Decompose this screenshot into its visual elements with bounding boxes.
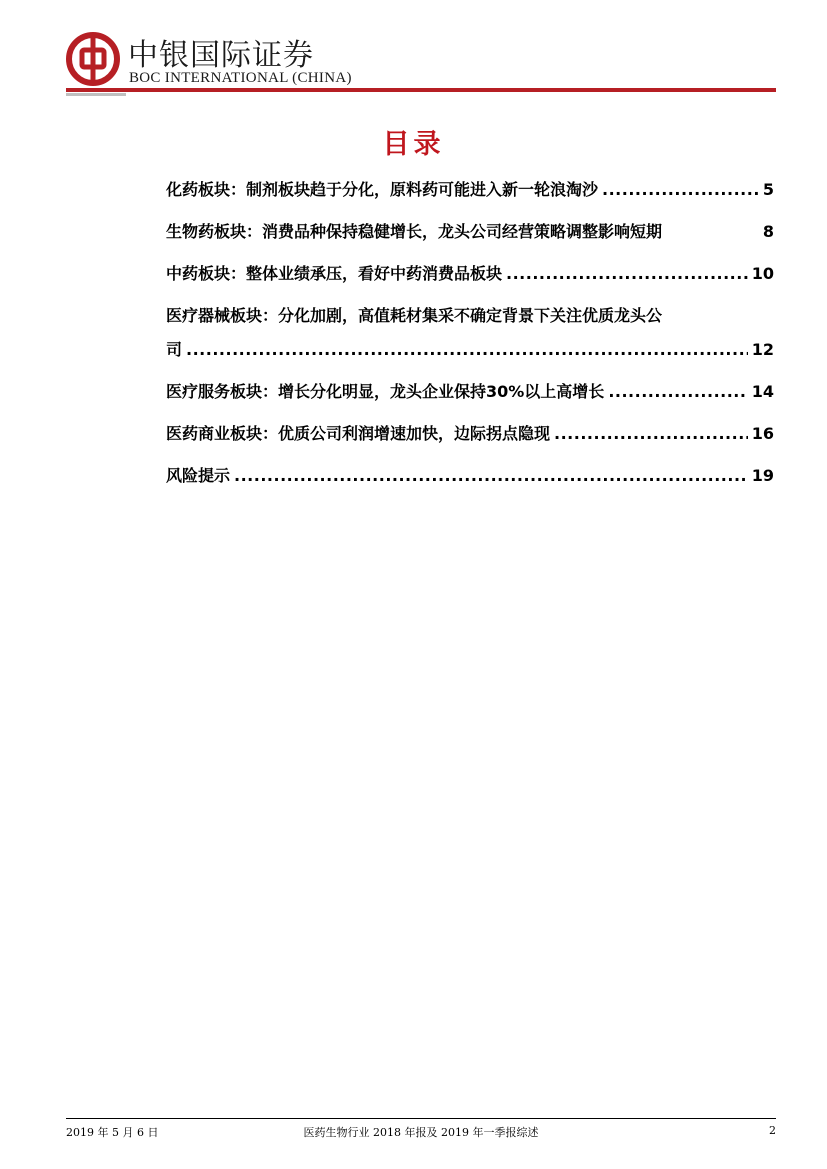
dot-leader <box>506 262 748 286</box>
table-of-contents <box>166 178 774 506</box>
footer-page-number: 2 <box>769 1124 776 1137</box>
toc-entry-chemical-drugs[interactable] <box>166 178 774 220</box>
dot-leader <box>554 422 748 446</box>
toc-entry-text: 医药商业板块：优质公司利润增速加快，边际拐点隐现 <box>166 424 551 443</box>
brand-name-en: BOC INTERNATIONAL (CHINA) <box>129 70 352 86</box>
toc-entry-text: 风险提示 <box>166 466 231 485</box>
footer-rule <box>66 1118 776 1119</box>
toc-entry-text: 中药板块：整体业绩承压，看好中药消费品板块 <box>166 264 503 283</box>
toc-entry-text: 化药板块：制剂板块趋于分化，原料药可能进入新一轮浪淘沙 <box>166 180 599 199</box>
toc-entry-text: 医疗器械板块：分化加剧，高值耗材集采不确定背景下关注优质龙头公 <box>166 306 663 325</box>
toc-entry-medical-devices[interactable] <box>166 304 774 380</box>
dot-leader <box>234 464 748 488</box>
toc-entry-text-cont: 司 <box>166 340 183 359</box>
dot-leader <box>602 178 759 202</box>
dot-leader <box>608 380 747 404</box>
toc-page-number: 10 <box>751 264 774 283</box>
toc-page-number: 16 <box>751 424 774 443</box>
brand-name-cn: 中银国际证券 <box>128 38 314 73</box>
toc-entry-text: 医疗服务板块：增长分化明显，龙头企业保持30%以上高增长 <box>166 382 605 401</box>
toc-entry-risk[interactable] <box>166 464 774 506</box>
toc-page-number: 19 <box>751 466 774 485</box>
toc-entry-pharma-commerce[interactable] <box>166 422 774 464</box>
footer-date: 2019 年 5 月 6 日 <box>66 1126 159 1139</box>
dot-leader <box>186 338 748 362</box>
toc-page-number: 8 <box>762 222 774 241</box>
toc-entry-medical-services[interactable] <box>166 380 774 422</box>
footer-doc-title: 医药生物行业 2018 年报及 2019 年一季报综述 <box>303 1126 539 1139</box>
toc-entry-tcm[interactable] <box>166 262 774 304</box>
toc-entry-text: 生物药板块：消费品种保持稳健增长，龙头公司经营策略调整影响短期 <box>166 222 663 241</box>
toc-entry-biologics[interactable] <box>166 220 774 262</box>
footer <box>66 1124 776 1142</box>
header-rule <box>66 88 776 92</box>
toc-title: 目录 <box>382 129 445 160</box>
toc-page-number: 5 <box>762 180 774 199</box>
toc-page-number: 14 <box>751 382 774 401</box>
header-rule-accent <box>66 93 126 96</box>
boc-logo-icon <box>66 32 120 86</box>
toc-page-number: 12 <box>751 340 774 359</box>
